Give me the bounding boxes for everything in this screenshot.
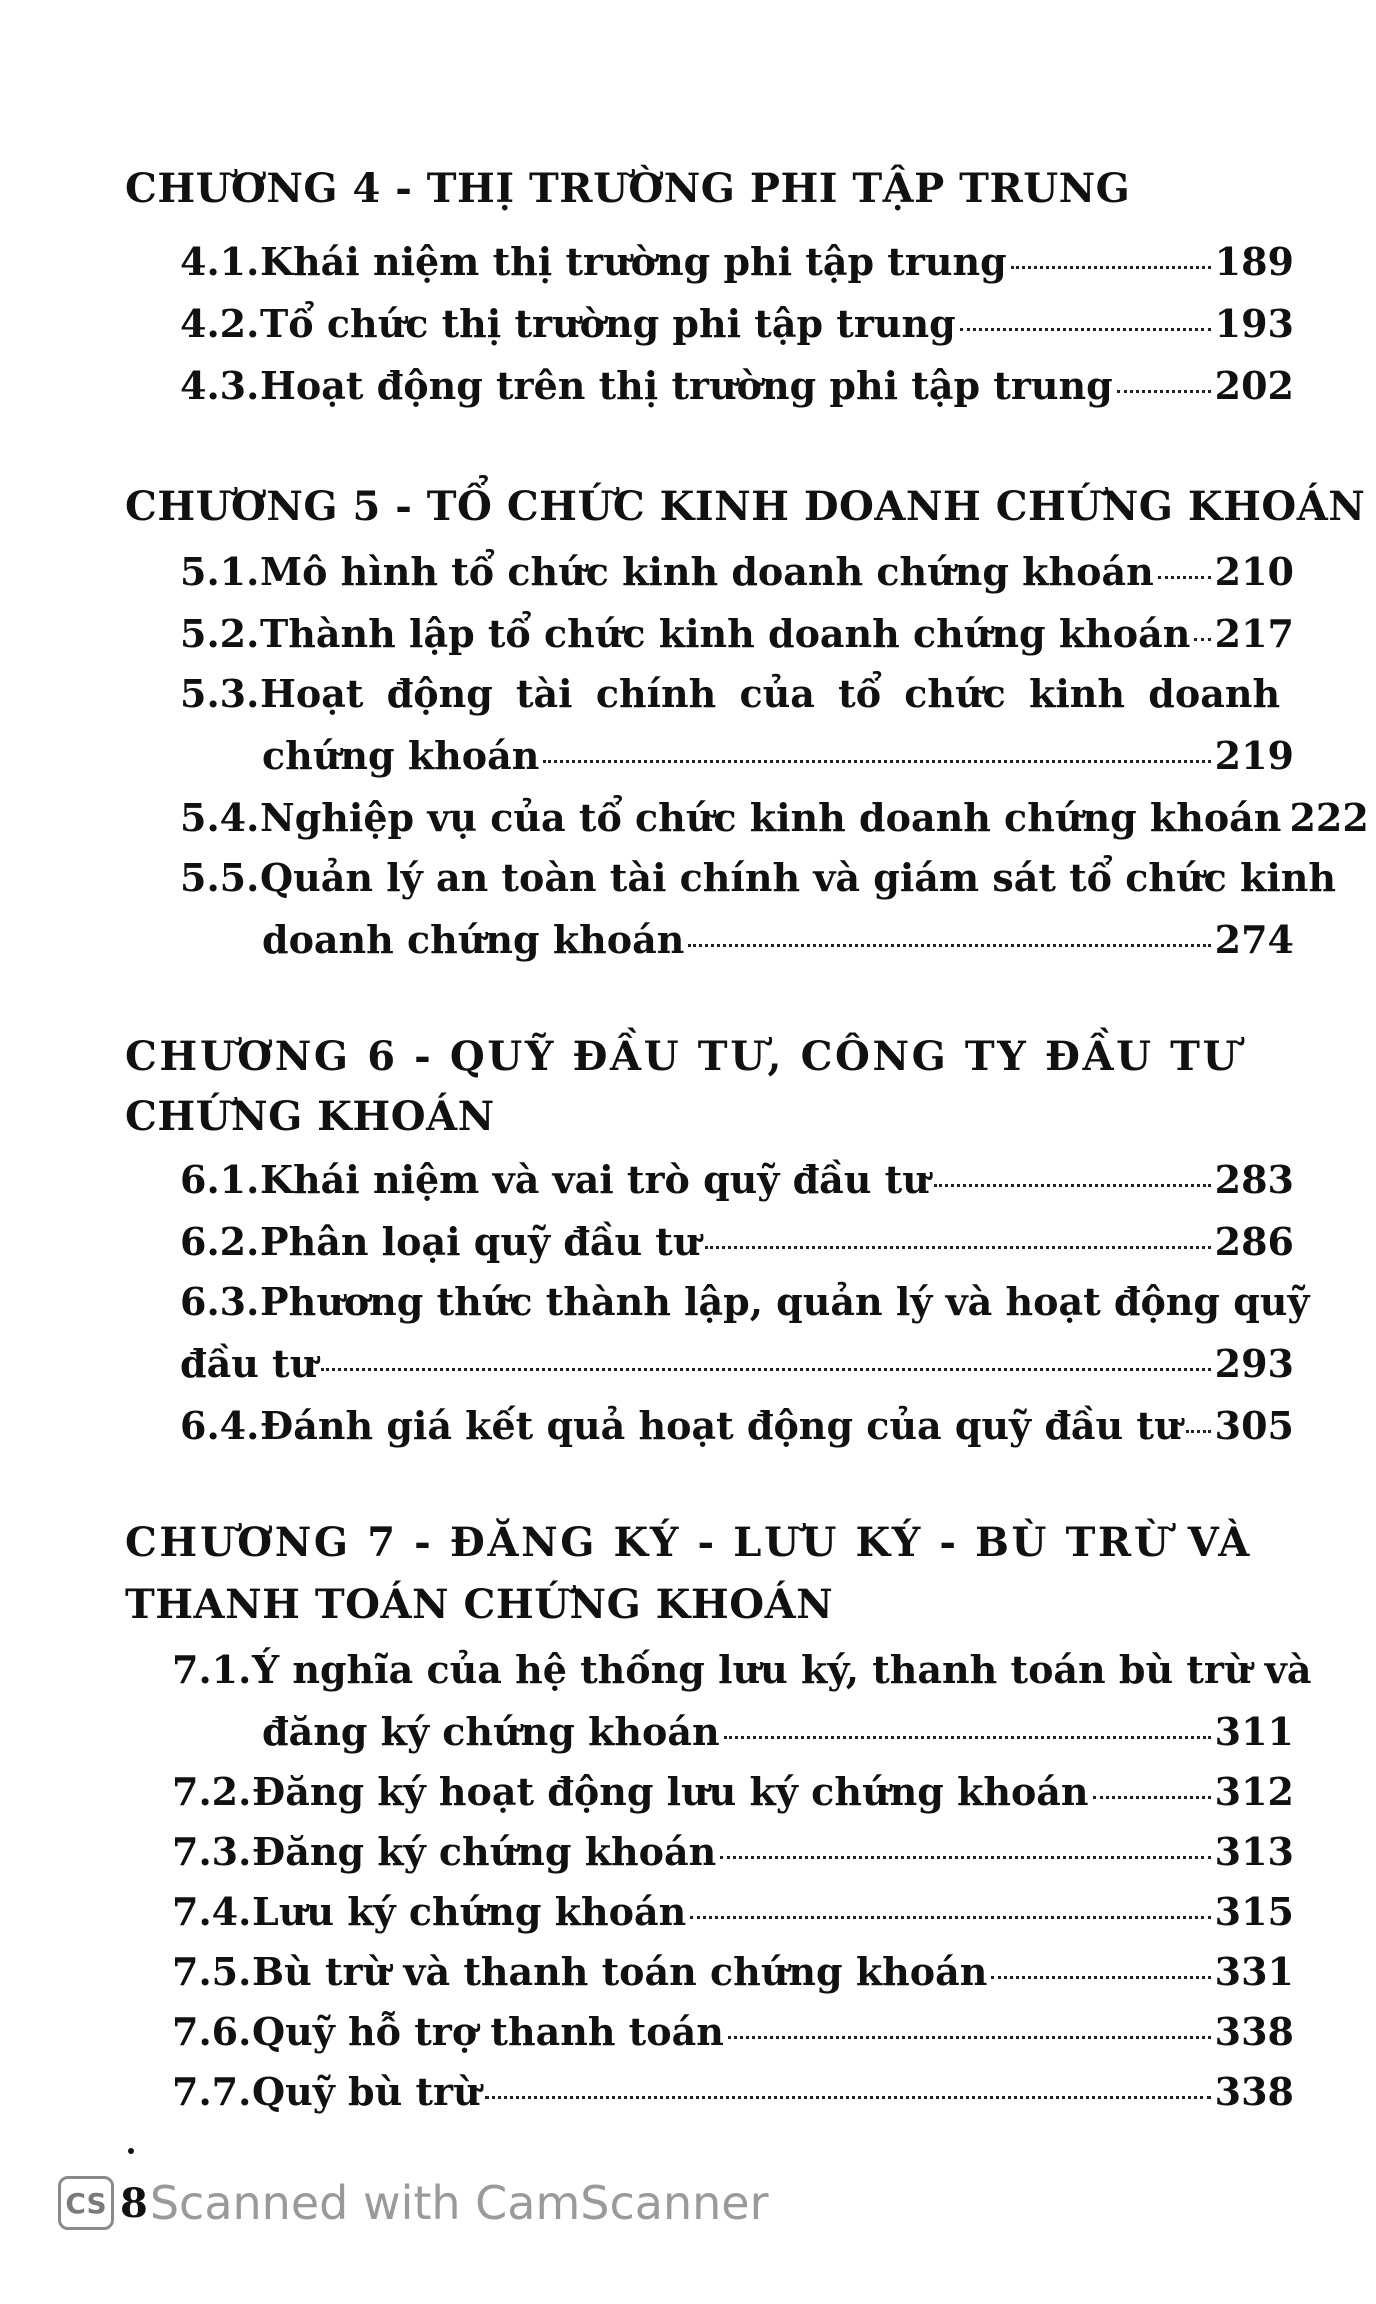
- entry-number: 7.4.: [172, 1889, 252, 1934]
- entry-number: 6.4.: [180, 1403, 260, 1448]
- dot-leader: [1117, 390, 1211, 393]
- entry-number: 5.1.: [180, 549, 260, 594]
- entry-number: 7.1.: [172, 1647, 252, 1692]
- dot-leader: [960, 328, 1211, 331]
- toc-entry-7-2[interactable]: [172, 1762, 1294, 1822]
- dot-leader: [1093, 1796, 1211, 1799]
- toc-entry-5-4[interactable]: [180, 788, 1369, 848]
- entry-title: Quỹ hỗ trợ thanh toán: [252, 2009, 724, 2054]
- toc-entry-7-3[interactable]: [172, 1822, 1294, 1882]
- entry-title: Hoạt động tài chính của tổ chức kinh doanh: [260, 671, 1281, 716]
- entry-title: Quỹ bù trừ: [252, 2069, 481, 2114]
- chapter-7-heading-cont: THANH TOÁN CHỨNG KHOÁN: [125, 1581, 834, 1628]
- dot-leader: [485, 2096, 1211, 2099]
- toc-entry-6-3-cont[interactable]: [180, 1334, 1294, 1394]
- entry-title: Thành lập tổ chức kinh doanh chứng khoán: [260, 611, 1191, 656]
- toc-entry-6-4[interactable]: [180, 1396, 1294, 1456]
- entry-page: 193: [1214, 301, 1294, 346]
- dot-leader: [720, 1856, 1210, 1859]
- entry-page: 313: [1214, 1829, 1294, 1874]
- entry-title: Khái niệm và vai trò quỹ đầu tư: [260, 1157, 930, 1202]
- dot-leader: [690, 1916, 1210, 1919]
- dot-leader: [321, 1368, 1210, 1371]
- entry-title: Khái niệm thị trường phi tập trung: [260, 239, 1007, 284]
- entry-page: 189: [1214, 239, 1294, 284]
- entry-page: 293: [1214, 1341, 1294, 1386]
- dot-leader: [1158, 576, 1211, 579]
- entry-title: Ý nghĩa của hệ thống lưu ký, thanh toán bù trừ và: [252, 1647, 1312, 1692]
- entry-page: 338: [1214, 2069, 1294, 2114]
- entry-number: 6.2.: [180, 1219, 260, 1264]
- entry-number: 6.3.: [180, 1279, 260, 1324]
- entry-number: 5.2.: [180, 611, 260, 656]
- dot-leader: [728, 2036, 1211, 2039]
- toc-entry-5-1[interactable]: [180, 542, 1294, 602]
- toc-entry-7-6[interactable]: [172, 2002, 1294, 2062]
- toc-entry-4-2[interactable]: [180, 294, 1294, 354]
- entry-page: 315: [1214, 1889, 1294, 1934]
- scanner-watermark: Scanned with CamScanner: [149, 2176, 769, 2230]
- toc-entry-7-1-cont[interactable]: [262, 1702, 1294, 1762]
- entry-page: 305: [1214, 1403, 1294, 1448]
- dot-leader: [1011, 266, 1211, 269]
- toc-entry-7-4[interactable]: [172, 1882, 1294, 1942]
- toc-entry-7-1[interactable]: [172, 1640, 1312, 1700]
- entry-title: Nghiệp vụ của tổ chức kinh doanh chứng khoán: [260, 795, 1282, 840]
- entry-page: 286: [1214, 1219, 1294, 1264]
- toc-entry-7-5[interactable]: [172, 1942, 1294, 2002]
- dot-leader: [1194, 638, 1210, 641]
- entry-title: Tổ chức thị trường phi tập trung: [260, 301, 956, 346]
- entry-title: Đánh giá kết quả hoạt động của quỹ đầu tư: [260, 1403, 1182, 1448]
- camscanner-logo-icon: CS: [58, 2176, 114, 2230]
- entry-page: 274: [1214, 917, 1294, 962]
- entry-title: Đăng ký chứng khoán: [252, 1829, 717, 1874]
- dot-leader: [705, 1246, 1211, 1249]
- toc-entry-5-3[interactable]: [180, 664, 1294, 724]
- entry-number: 7.5.: [172, 1949, 252, 1994]
- entry-page: 217: [1214, 611, 1294, 656]
- entry-number: 5.3.: [180, 671, 260, 716]
- entry-title-continued: đầu tư: [180, 1341, 318, 1386]
- dot-leader: [1186, 1430, 1211, 1433]
- entry-number: 4.3.: [180, 363, 260, 408]
- chapter-6-heading: CHƯƠNG 6 - QUỸ ĐẦU TƯ, CÔNG TY ĐẦU TƯ: [125, 1033, 1241, 1080]
- entry-title: Đăng ký hoạt động lưu ký chứng khoán: [252, 1769, 1089, 1814]
- dot-leader: [724, 1736, 1211, 1739]
- dot-leader: [934, 1184, 1211, 1187]
- entry-page: 210: [1214, 549, 1294, 594]
- dot-leader: [991, 1976, 1210, 1979]
- dot-leader: [688, 944, 1210, 947]
- entry-number: 4.2.: [180, 301, 260, 346]
- entry-title: Quản lý an toàn tài chính và giám sát tổ chức kinh: [260, 855, 1337, 900]
- entry-number: 6.1.: [180, 1157, 260, 1202]
- toc-entry-4-3[interactable]: [180, 356, 1294, 416]
- entry-page: 222: [1289, 795, 1369, 840]
- entry-number: 5.4.: [180, 795, 260, 840]
- chapter-6-heading-cont: CHỨNG KHOÁN: [125, 1093, 495, 1140]
- entry-title: Hoạt động trên thị trường phi tập trung: [260, 363, 1113, 408]
- footer: [58, 2168, 769, 2238]
- entry-title: Phân loại quỹ đầu tư: [260, 1219, 701, 1264]
- toc-entry-6-3[interactable]: [180, 1272, 1310, 1332]
- dot-leader: [543, 760, 1210, 763]
- entry-page: 283: [1214, 1157, 1294, 1202]
- entry-title-continued: chứng khoán: [262, 733, 540, 778]
- entry-number: 7.6.: [172, 2009, 252, 2054]
- footer-dot: [128, 2148, 134, 2154]
- entry-number: 4.1.: [180, 239, 260, 284]
- entry-number: 7.3.: [172, 1829, 252, 1874]
- entry-page: 202: [1214, 363, 1294, 408]
- toc-entry-7-7[interactable]: [172, 2062, 1294, 2122]
- entry-page: 312: [1214, 1769, 1294, 1814]
- toc-entry-5-2[interactable]: [180, 604, 1294, 664]
- chapter-4-heading: CHƯƠNG 4 - THỊ TRƯỜNG PHI TẬP TRUNG: [125, 165, 1131, 212]
- toc-entry-5-3-cont[interactable]: [262, 726, 1294, 786]
- toc-entry-4-1[interactable]: [180, 232, 1294, 292]
- entry-page: 311: [1214, 1709, 1294, 1754]
- entry-title: Mô hình tổ chức kinh doanh chứng khoán: [260, 549, 1154, 594]
- chapter-5-heading: CHƯƠNG 5 - TỔ CHỨC KINH DOANH CHỨNG KHOÁN: [125, 483, 1366, 530]
- entry-number: 5.5.: [180, 855, 260, 900]
- entry-title: Bù trừ và thanh toán chứng khoán: [252, 1949, 988, 1994]
- entry-page: 331: [1214, 1949, 1294, 1994]
- entry-number: 7.7.: [172, 2069, 252, 2114]
- entry-page: 219: [1214, 733, 1294, 778]
- entry-title: Phương thức thành lập, quản lý và hoạt động quỹ: [260, 1279, 1310, 1324]
- entry-page: 338: [1214, 2009, 1294, 2054]
- entry-title-continued: doanh chứng khoán: [262, 917, 685, 962]
- entry-title-continued: đăng ký chứng khoán: [262, 1709, 720, 1754]
- page-number: 8: [120, 2179, 148, 2227]
- toc-entry-6-2[interactable]: [180, 1212, 1294, 1272]
- entry-title: Lưu ký chứng khoán: [252, 1889, 687, 1934]
- toc-entry-6-1[interactable]: [180, 1150, 1294, 1210]
- entry-number: 7.2.: [172, 1769, 252, 1814]
- toc-entry-5-5-cont[interactable]: [262, 910, 1294, 970]
- toc-entry-5-5[interactable]: [180, 848, 1337, 908]
- chapter-7-heading: CHƯƠNG 7 - ĐĂNG KÝ - LƯU KÝ - BÙ TRỪ VÀ: [125, 1519, 1252, 1566]
